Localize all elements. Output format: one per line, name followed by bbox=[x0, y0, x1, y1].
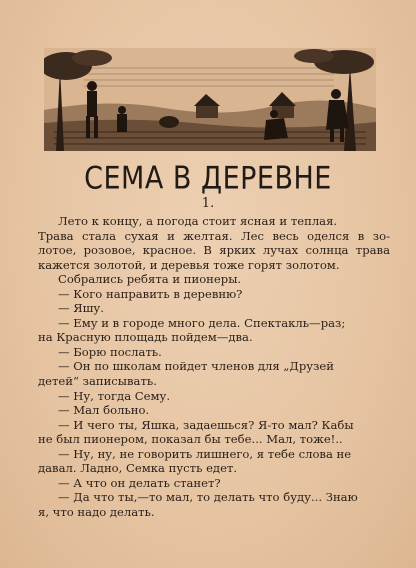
text-line: лотое, розовое, красное. В ярких лучах солнца трава bbox=[38, 243, 390, 258]
text-line: — Да что ты,—то мал, то делать что буду... Знаю bbox=[58, 490, 358, 505]
text-line: Трава стала сухая и желтая. Лес весь оделся в зо- bbox=[38, 228, 390, 243]
text-line: — Ну, ну, не говорить лишнего, я тебе слова не bbox=[58, 446, 352, 461]
text-line: — Кого направить в деревню? bbox=[58, 286, 243, 301]
text-line: — Ему и в городе много дела. Спектакль—раз; bbox=[58, 315, 346, 330]
chapter-number: 1. bbox=[201, 196, 215, 211]
text-line: Лето к концу, а погода стоит ясная и теплая. bbox=[58, 214, 338, 228]
text-line: детей“ записывать. bbox=[38, 374, 157, 389]
text-line: — Он по школам пойдет членов для „Друзей bbox=[58, 359, 335, 374]
text-line: на Красную площадь пойдем—два. bbox=[38, 330, 253, 345]
text-line: — Яшу. bbox=[58, 301, 104, 316]
text-line: кажется золотой, и деревья тоже горят золотом. bbox=[38, 257, 340, 272]
text-line: — Ну, тогда Сему. bbox=[58, 388, 171, 403]
text-line: давал. Ладно, Семка пусть едет. bbox=[38, 461, 238, 476]
text-line: не был пионером, показал бы тебе... Мал, тоже!.. bbox=[38, 432, 343, 447]
text-line: — И чего ты, Яшка, задаешься? Я-то мал? Кабы bbox=[58, 417, 354, 432]
village-illustration bbox=[44, 48, 376, 151]
text-line: Собрались ребята и пионеры. bbox=[58, 272, 242, 287]
story-text bbox=[38, 214, 390, 519]
text-line: — А что он делать станет? bbox=[58, 475, 221, 490]
text-line: — Борю послать. bbox=[58, 344, 162, 359]
text-line: — Мал больно. bbox=[58, 403, 150, 418]
text-line: я, что надо делать. bbox=[38, 504, 155, 519]
story-title: СЕМА В ДЕРЕВНЕ bbox=[84, 160, 332, 197]
